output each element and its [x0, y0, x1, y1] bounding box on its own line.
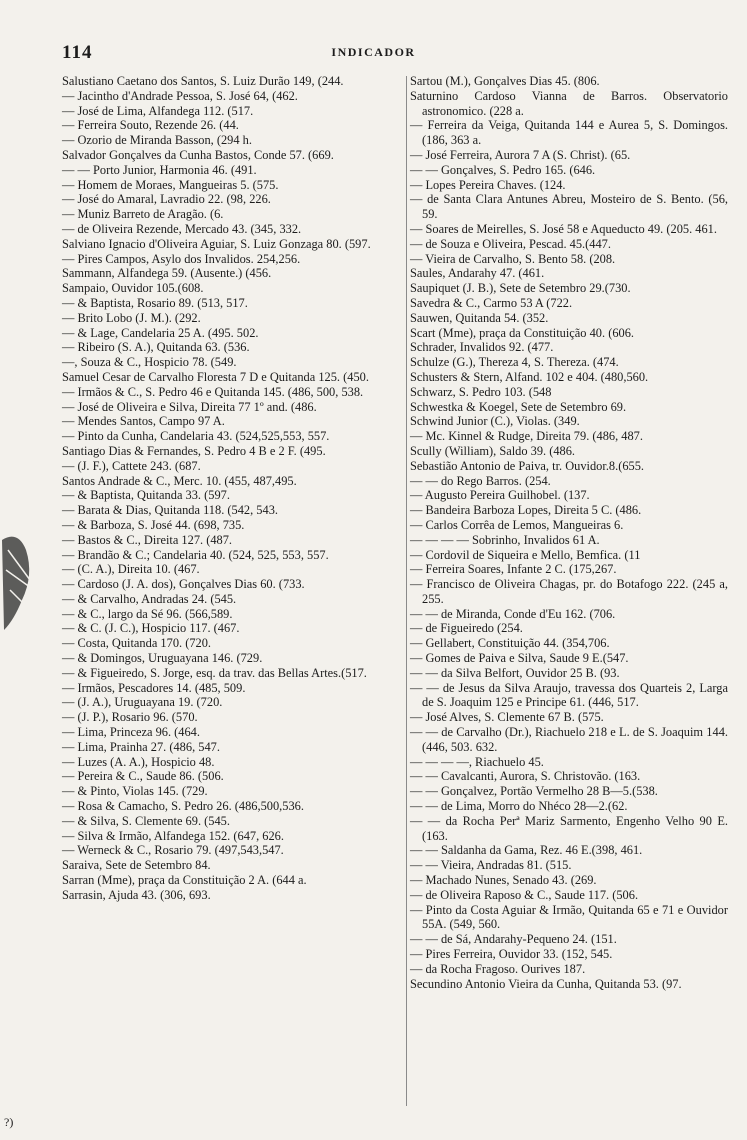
index-entry: Salviano Ignacio d'Oliveira Aguiar, S. Luiz Gonzaga 80. (597. — [62, 236, 371, 251]
page-number: 114 — [62, 42, 93, 63]
index-entry: — Bandeira Barboza Lopes, Direita 5 C. (486. — [410, 503, 642, 518]
index-entry: — & Carvalho, Andradas 24. (545. — [62, 591, 237, 606]
index-entry: — Ferreira da Veiga, Quitanda 144 e Aurea 5, S. Domingos. (186, 363 a. — [410, 118, 728, 148]
index-entry: — Machado Nunes, Senado 43. (269. — [410, 873, 597, 888]
index-entry: — Soares de Meirelles, S. José 58 e Aqueducto 49. (205. 461. — [410, 221, 717, 236]
index-entry: — José Ferreira, Aurora 7 A (S. Christ). (65. — [410, 147, 631, 162]
index-entry: Sebastião Antonio de Paiva, tr. Ouvidor.8.(655. — [410, 458, 645, 473]
index-entry: — Rosa & Camacho, S. Pedro 26. (486,500,536. — [62, 799, 304, 814]
index-entry: — & Baptista, Quitanda 33. (597. — [62, 488, 230, 503]
index-entry: Sartou (M.), Gonçalves Dias 45. (806. — [410, 74, 600, 88]
index-entry: Sarrasin, Ajuda 43. (306, 693. — [62, 887, 211, 902]
index-entry: — Irmãos & C., S. Pedro 46 e Quitanda 145. (486, 500, 538. — [62, 384, 364, 399]
index-entry: — de Oliveira Rezende, Mercado 43. (345, 332. — [62, 221, 302, 236]
index-entry: — Augusto Pereira Guilhobel. (137. — [410, 488, 590, 503]
index-entry: Secundino Antonio Vieira da Cunha, Quitanda 53. (97. — [410, 976, 682, 991]
column-divider — [406, 76, 407, 1106]
index-entry: — (J. P.), Rosario 96. (570. — [62, 710, 198, 725]
index-entry: Samuel Cesar de Carvalho Floresta 7 D e Quitanda 125. (450. — [62, 369, 369, 384]
index-entry: — Homem de Moraes, Mangueiras 5. (575. — [62, 177, 279, 192]
index-entry: — & Lage, Candelaria 25 A. (495. 502. — [62, 325, 259, 340]
index-entry: — (J. F.), Cattete 243. (687. — [62, 458, 201, 473]
index-entry: — Lima, Princeza 96. (464. — [62, 725, 200, 740]
left-column — [62, 74, 404, 903]
index-entry: — Ribeiro (S. A.), Quitanda 63. (536. — [62, 340, 250, 355]
index-entry: — & Baptista, Rosario 89. (513, 517. — [62, 295, 248, 310]
index-entry: — Barata & Dias, Quitanda 118. (542, 543. — [62, 503, 278, 518]
index-entry: — Lima, Prainha 27. (486, 547. — [62, 739, 220, 754]
index-entry: — Pinto da Cunha, Candelaria 43. (524,525,553, 557. — [62, 429, 330, 444]
index-entry: Saraiva, Sete de Setembro 84. — [62, 858, 211, 873]
index-entry: — Pires Campos, Asylo dos Invalidos. 254,256. — [62, 251, 301, 266]
index-entry: — Brito Lobo (J. M.). (292. — [62, 310, 201, 325]
index-entry: Sauwen, Quitanda 54. (352. — [410, 310, 549, 325]
index-entry: — Muniz Barreto de Aragão. (6. — [62, 207, 224, 222]
index-entry: Santos Andrade & C., Merc. 10. (455, 487,495. — [62, 473, 297, 488]
index-entry: — de Figueiredo (254. — [410, 621, 523, 636]
index-entry: Schusters & Stern, Alfand. 102 e 404. (480,560. — [410, 369, 649, 384]
index-entry: — Costa, Quitanda 170. (720. — [62, 636, 212, 651]
index-entry: — Pires Ferreira, Ouvidor 33. (152, 545. — [410, 947, 613, 962]
index-entry: — Gellabert, Constituição 44. (354,706. — [410, 636, 610, 651]
index-entry: Saupiquet (J. B.), Sete de Setembro 29.(730. — [410, 281, 631, 296]
index-entry: — — da Rocha Perª Mariz Sarmento, Engenho Velho 90 E. (163. — [410, 813, 728, 843]
index-entry: — — Cavalcanti, Aurora, S. Christovão. (163. — [410, 769, 641, 784]
index-entry: — Vieira de Carvalho, S. Bento 58. (208. — [410, 251, 616, 266]
index-entry: — & C. (J. C.), Hospicio 117. (467. — [62, 621, 240, 636]
index-entry: — Ferreira Soares, Infante 2 C. (175,267. — [410, 562, 617, 577]
index-entry: — Werneck & C., Rosario 79. (497,543,547. — [62, 843, 284, 858]
margin-mark: ?) — [4, 1115, 14, 1129]
index-entry: — Silva & Irmão, Alfandega 152. (647, 626. — [62, 828, 284, 843]
index-entry: Schwestka & Koegel, Sete de Setembro 69. — [410, 399, 627, 414]
right-column — [410, 74, 728, 991]
index-entry: — — de Carvalho (Dr.), Riachuelo 218 e L. de S. Joaquim 144. (446, 503. 632. — [410, 725, 728, 754]
index-entry: — & Silva, S. Clemente 69. (545. — [62, 813, 230, 828]
index-entry: Saturnino Cardoso Vianna de Barros. Observatorio astronomico. (228 a. — [410, 88, 728, 118]
index-entry: — da Rocha Fragoso. Ourives 187. — [410, 961, 586, 976]
index-entry: Saules, Andarahy 47. (461. — [410, 266, 545, 281]
index-entry: — — Porto Junior, Harmonia 46. (491. — [62, 162, 257, 177]
binding-shadow-mark — [0, 520, 40, 640]
index-entry: — & C., largo da Sé 96. (566,589. — [62, 606, 233, 621]
index-entry: — José Alves, S. Clemente 67 B. (575. — [410, 710, 604, 725]
index-entry: — Pinto da Costa Aguiar & Irmão, Quitanda 65 e 71 e Ouvidor 55A. (549, 560. — [410, 902, 728, 932]
index-entry: Sarran (Mme), praça da Constituição 2 A. (644 a. — [62, 873, 307, 888]
index-entry: — — de Miranda, Conde d'Eu 162. (706. — [410, 606, 616, 621]
index-entry: — Cordovil de Siqueira e Mello, Bemfica. (11 — [410, 547, 641, 562]
index-entry: Sampaio, Ouvidor 105.(608. — [62, 281, 204, 296]
index-entry: — Ozorio de Miranda Basson, (294 h. — [62, 133, 252, 148]
index-entry: — Lopes Pereira Chaves. (124. — [410, 177, 566, 192]
page-title: INDICADOR — [331, 45, 416, 59]
index-entry: Savedra & C., Carmo 53 A (722. — [410, 295, 573, 310]
index-entry: Schwarz, S. Pedro 103. (548 — [410, 384, 552, 399]
index-entry: — — do Rego Barros. (254. — [410, 473, 551, 488]
index-entry: — (J. A.), Uruguayana 19. (720. — [62, 695, 223, 710]
index-entry: — — — —, Riachuelo 45. — [410, 754, 544, 769]
index-entry: — Carlos Corrêa de Lemos, Mangueiras 6. — [410, 517, 624, 532]
page-header — [0, 42, 747, 62]
index-entry: — (C. A.), Direita 10. (467. — [62, 562, 200, 577]
index-entry: Sammann, Alfandega 59. (Ausente.) (456. — [62, 266, 272, 281]
index-entry: Schrader, Invalidos 92. (477. — [410, 340, 554, 355]
index-entry: — Francisco de Oliveira Chagas, pr. do Botafogo 222. (245 a, 255. — [410, 577, 728, 606]
index-entry: — — de Sá, Andarahy-Pequeno 24. (151. — [410, 932, 617, 947]
index-entry: — & Barboza, S. José 44. (698, 735. — [62, 517, 245, 532]
index-entry: — — Saldanha da Gama, Rez. 46 E.(398, 461. — [410, 843, 643, 858]
index-entry: Santiago Dias & Fernandes, S. Pedro 4 B e 2 F. (495. — [62, 443, 326, 458]
index-entry: — Luzes (A. A.), Hospicio 48. — [62, 754, 215, 769]
index-entry: Salustiano Caetano dos Santos, S. Luiz Durão 149, (244. — [62, 74, 344, 88]
index-entry: — José de Oliveira e Silva, Direita 77 1º and. (486. — [62, 399, 317, 414]
index-entry: — Pereira & C., Saude 86. (506. — [62, 769, 224, 784]
index-entry: — José de Lima, Alfandega 112. (517. — [62, 103, 254, 118]
index-entry: Schulze (G.), Thereza 4, S. Thereza. (474. — [410, 355, 619, 370]
index-entry: — Gomes de Paiva e Silva, Saude 9 E.(547. — [410, 651, 629, 666]
index-entry: Salvador Gonçalves da Cunha Bastos, Conde 57. (669. — [62, 147, 334, 162]
index-entry: — — de Jesus da Silva Araujo, travessa dos Quarteis 2, Larga de S. Joaquim 125 e Principe 61. (446, 517. — [410, 680, 728, 710]
index-entry: — — de Lima, Morro do Nhéco 28—2.(62. — [410, 799, 628, 814]
index-entry: — & Pinto, Violas 145. (729. — [62, 784, 208, 799]
index-entry: Schwind Junior (C.), Violas. (349. — [410, 414, 580, 429]
index-entry: — Mendes Santos, Campo 97 A. — [62, 414, 225, 429]
index-entry: — Jacintho d'Andrade Pessoa, S. José 64, (462. — [62, 88, 298, 103]
index-entry: — — Vieira, Andradas 81. (515. — [410, 858, 572, 873]
index-entry: Scully (William), Saldo 39. (486. — [410, 443, 576, 458]
index-entry: — Ferreira Souto, Rezende 26. (44. — [62, 118, 239, 133]
index-entry: — Brandão & C.; Candelaria 40. (524, 525, 553, 557. — [62, 547, 329, 562]
index-entry: — José do Amaral, Lavradio 22. (98, 226. — [62, 192, 271, 207]
index-entry: — de Oliveira Raposo & C., Saude 117. (506. — [410, 887, 639, 902]
index-entry: — Mc. Kinnel & Rudge, Direita 79. (486, 487. — [410, 429, 643, 444]
index-entry: — — da Silva Belfort, Ouvidor 25 B. (93. — [410, 665, 620, 680]
index-entry: — Irmãos, Pescadores 14. (485, 509. — [62, 680, 246, 695]
index-entry: — — Gonçalves, S. Pedro 165. (646. — [410, 162, 596, 177]
index-entry: — Bastos & C., Direita 127. (487. — [62, 532, 233, 547]
index-entry: Scart (Mme), praça da Constituição 40. (606. — [410, 325, 634, 340]
index-entry: — de Souza e Oliveira, Pescad. 45.(447. — [410, 236, 611, 251]
index-entry: — Cardoso (J. A. dos), Gonçalves Dias 60. (733. — [62, 577, 305, 592]
index-entry: — & Domingos, Uruguayana 146. (729. — [62, 651, 263, 666]
index-entry: — — — — Sobrinho, Invalidos 61 A. — [410, 532, 600, 547]
index-entry: — — Gonçalvez, Portão Vermelho 28 B—5.(538. — [410, 784, 658, 799]
index-entry: —, Souza & C., Hospicio 78. (549. — [62, 355, 237, 370]
index-entry: — de Santa Clara Antunes Abreu, Mosteiro de S. Bento. (56, 59. — [410, 192, 728, 222]
index-entry: — & Figueiredo, S. Jorge, esq. da trav. das Bellas Artes.(517. — [62, 665, 367, 680]
